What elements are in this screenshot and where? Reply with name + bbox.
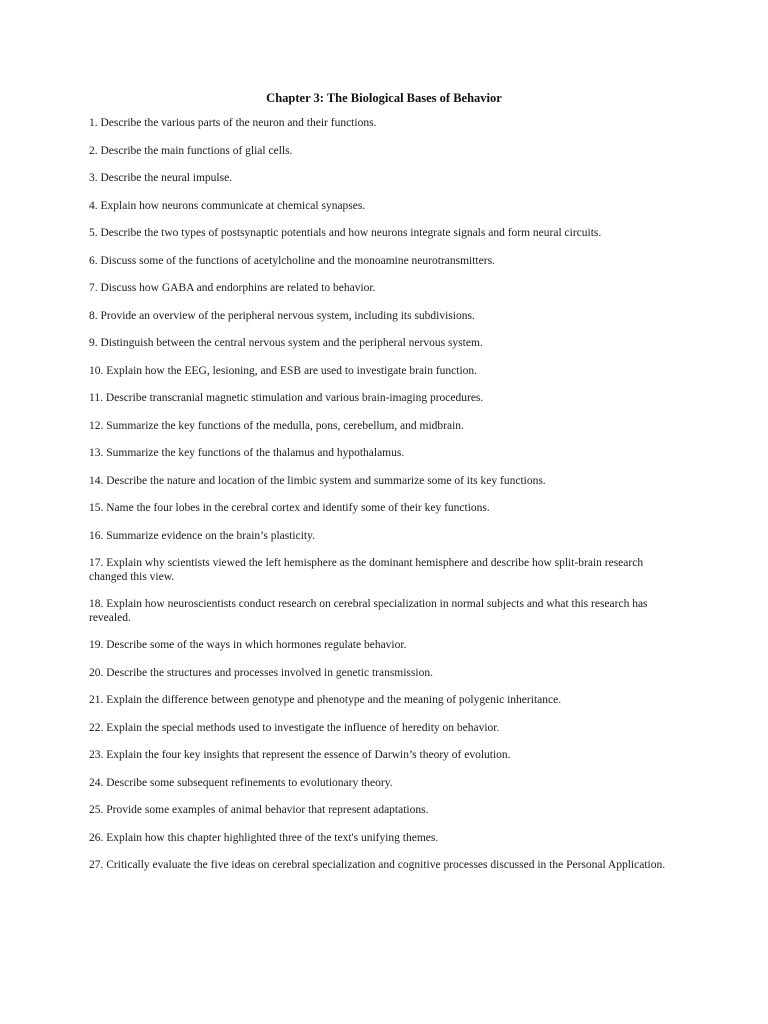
list-item: 11. Describe transcranial magnetic stimulation and various brain-imaging procedures. (89, 392, 484, 404)
list-item: 3. Describe the neural impulse. (89, 172, 233, 184)
list-item: 22. Explain the special methods used to investigate the influence of heredity on behavior. (89, 721, 500, 734)
list-item: 13. Summarize the key functions of the thalamus and hypothalamus. (89, 447, 405, 459)
list-item: 2. Describe the main functions of glial cells. (89, 144, 293, 157)
question-list (89, 117, 673, 887)
list-item: 16. Summarize evidence on the brain’s plasticity. (89, 529, 315, 542)
list-item: 4. Explain how neurons communicate at chemical synapses. (89, 199, 366, 212)
list-item: 19. Describe some of the ways in which hormones regulate behavior. (89, 639, 407, 651)
list-item: 14. Describe the nature and location of the limbic system and summarize some of its key functions. (89, 474, 546, 487)
list-item: 27. Critically evaluate the five ideas on cerebral specialization and cognitive processes discussed in the Personal Application. (89, 859, 666, 871)
list-item: 15. Name the four lobes in the cerebral cortex and identify some of their key functions. (89, 502, 490, 514)
list-item: 8. Provide an overview of the peripheral nervous system, including its subdivisions. (89, 309, 475, 322)
list-item: 7. Discuss how GABA and endorphins are related to behavior. (89, 282, 376, 294)
list-item: 20. Describe the structures and processes involved in genetic transmission. (89, 666, 433, 679)
list-item: 24. Describe some subsequent refinements to evolutionary theory. (89, 776, 393, 789)
list-item: 26. Explain how this chapter highlighted three of the text's unifying themes. (89, 831, 439, 844)
list-item: 12. Summarize the key functions of the medulla, pons, cerebellum, and midbrain. (89, 419, 464, 432)
list-item: 1. Describe the various parts of the neuron and their functions. (89, 117, 377, 129)
list-item: 10. Explain how the EEG, lesioning, and ESB are used to investigate brain function. (89, 364, 478, 377)
list-item: 5. Describe the two types of postsynaptic potentials and how neurons integrate signals and form neural circuits. (89, 227, 602, 239)
list-item: 23. Explain the four key insights that represent the essence of Darwin’s theory of evolution. (89, 749, 511, 761)
list-item: 25. Provide some examples of animal behavior that represent adaptations. (89, 804, 429, 816)
list-item: 21. Explain the difference between genotype and phenotype and the meaning of polygenic inheritance. (89, 694, 562, 706)
list-item: 6. Discuss some of the functions of acetylcholine and the monoamine neurotransmitters. (89, 254, 495, 267)
list-item: 9. Distinguish between the central nervous system and the peripheral nervous system. (89, 337, 483, 349)
list-item: 18. Explain how neuroscientists conduct research on cerebral specialization in normal subjects and what this research has revealed. (89, 598, 648, 624)
page-title: Chapter 3: The Biological Bases of Behavior (266, 91, 502, 105)
list-item: 17. Explain why scientists viewed the left hemisphere as the dominant hemisphere and describe how split-brain research changed this view. (89, 557, 644, 583)
